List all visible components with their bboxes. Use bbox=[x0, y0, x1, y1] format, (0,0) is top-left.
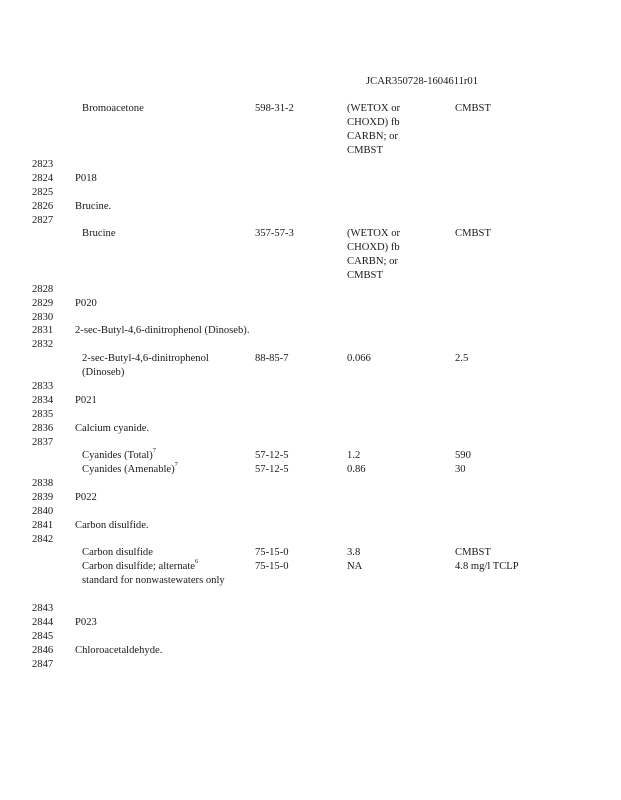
document-id: JCAR350728-1604611r01 bbox=[366, 76, 479, 87]
waste-name-continued: standard for nonwastewaters only bbox=[82, 575, 225, 586]
waste-code: P018 bbox=[75, 173, 97, 184]
line-number: 2845 bbox=[32, 631, 54, 642]
nonwastewater-standard: CMBST bbox=[455, 547, 491, 558]
line-number: 2841 bbox=[32, 520, 54, 531]
section-heading: Carbon disulfide. bbox=[75, 520, 149, 531]
line-number: 2823 bbox=[32, 159, 54, 170]
nonwastewater-standard: CMBST bbox=[455, 103, 491, 114]
wastewater-standard: NA bbox=[347, 561, 363, 572]
line-number: 2843 bbox=[32, 603, 54, 614]
waste-name-text: Cyanides (Amenable) bbox=[82, 464, 175, 475]
nonwastewater-standard: 4.8 mg/l TCLP bbox=[455, 561, 519, 572]
line-number: 2833 bbox=[32, 381, 54, 392]
line-number: 2839 bbox=[32, 492, 54, 503]
wastewater-standard: (WETOX or CHOXD) fb CARBN; or CMBST bbox=[347, 228, 401, 281]
line-number: 2834 bbox=[32, 395, 54, 406]
cas-number: 75-15-0 bbox=[255, 561, 289, 572]
waste-name-text: Cyanides (Total) bbox=[82, 450, 153, 461]
line-number: 2836 bbox=[32, 423, 54, 434]
section-heading: Chloroacetaldehyde. bbox=[75, 645, 163, 656]
line-number: 2847 bbox=[32, 659, 54, 670]
footnote-marker: 7 bbox=[152, 447, 156, 455]
line-number: 2846 bbox=[32, 645, 54, 656]
waste-name bbox=[82, 463, 178, 477]
line-number: 2824 bbox=[32, 173, 54, 184]
section-heading: Brucine. bbox=[75, 201, 112, 212]
line-number: 2831 bbox=[32, 325, 54, 336]
wastewater-standard: 0.86 bbox=[347, 464, 366, 475]
nonwastewater-standard: 30 bbox=[455, 464, 466, 475]
section-heading: Calcium cyanide. bbox=[75, 423, 150, 434]
waste-code: P021 bbox=[75, 395, 97, 406]
waste-name: Brucine bbox=[82, 228, 116, 239]
line-number: 2826 bbox=[32, 201, 54, 212]
nonwastewater-standard: CMBST bbox=[455, 228, 491, 239]
waste-name: 2-sec-Butyl-4,6-dinitrophenol (Dinoseb) bbox=[82, 353, 209, 378]
cas-number: 75-15-0 bbox=[255, 547, 289, 558]
line-number: 2828 bbox=[32, 284, 54, 295]
cas-number: 88-85-7 bbox=[255, 353, 289, 364]
nonwastewater-standard: 590 bbox=[455, 450, 471, 461]
line-number: 2844 bbox=[32, 617, 54, 628]
line-number: 2840 bbox=[32, 506, 54, 517]
footnote-marker: 7 bbox=[174, 461, 178, 469]
waste-code: P020 bbox=[75, 298, 97, 309]
wastewater-standard: 0.066 bbox=[347, 353, 371, 364]
footnote-marker: 6 bbox=[194, 558, 199, 566]
wastewater-standard: (WETOX or CHOXD) fb CARBN; or CMBST bbox=[347, 103, 401, 156]
cas-number: 598-31-2 bbox=[255, 103, 294, 114]
waste-name bbox=[82, 560, 198, 574]
line-number: 2825 bbox=[32, 187, 54, 198]
waste-code: P023 bbox=[75, 617, 97, 628]
line-number: 2837 bbox=[32, 437, 54, 448]
nonwastewater-standard: 2.5 bbox=[455, 353, 469, 364]
waste-name: Bromoacetone bbox=[82, 103, 144, 114]
section-heading: 2-sec-Butyl-4,6-dinitrophenol (Dinoseb). bbox=[75, 325, 250, 336]
waste-code: P022 bbox=[75, 492, 97, 503]
waste-name-text: Carbon disulfide; alternate bbox=[82, 561, 195, 572]
line-number: 2838 bbox=[32, 478, 54, 489]
cas-number: 357-57-3 bbox=[255, 228, 294, 239]
wastewater-standard: 3.8 bbox=[347, 547, 361, 558]
line-number: 2835 bbox=[32, 409, 54, 420]
line-number: 2829 bbox=[32, 298, 54, 309]
wastewater-standard: 1.2 bbox=[347, 450, 361, 461]
waste-name bbox=[82, 449, 156, 463]
line-number: 2842 bbox=[32, 534, 54, 545]
cas-number: 57-12-5 bbox=[255, 464, 289, 475]
line-number: 2832 bbox=[32, 339, 54, 350]
line-number: 2827 bbox=[32, 215, 54, 226]
line-number: 2830 bbox=[32, 312, 54, 323]
waste-name: Carbon disulfide bbox=[82, 547, 153, 558]
cas-number: 57-12-5 bbox=[255, 450, 289, 461]
